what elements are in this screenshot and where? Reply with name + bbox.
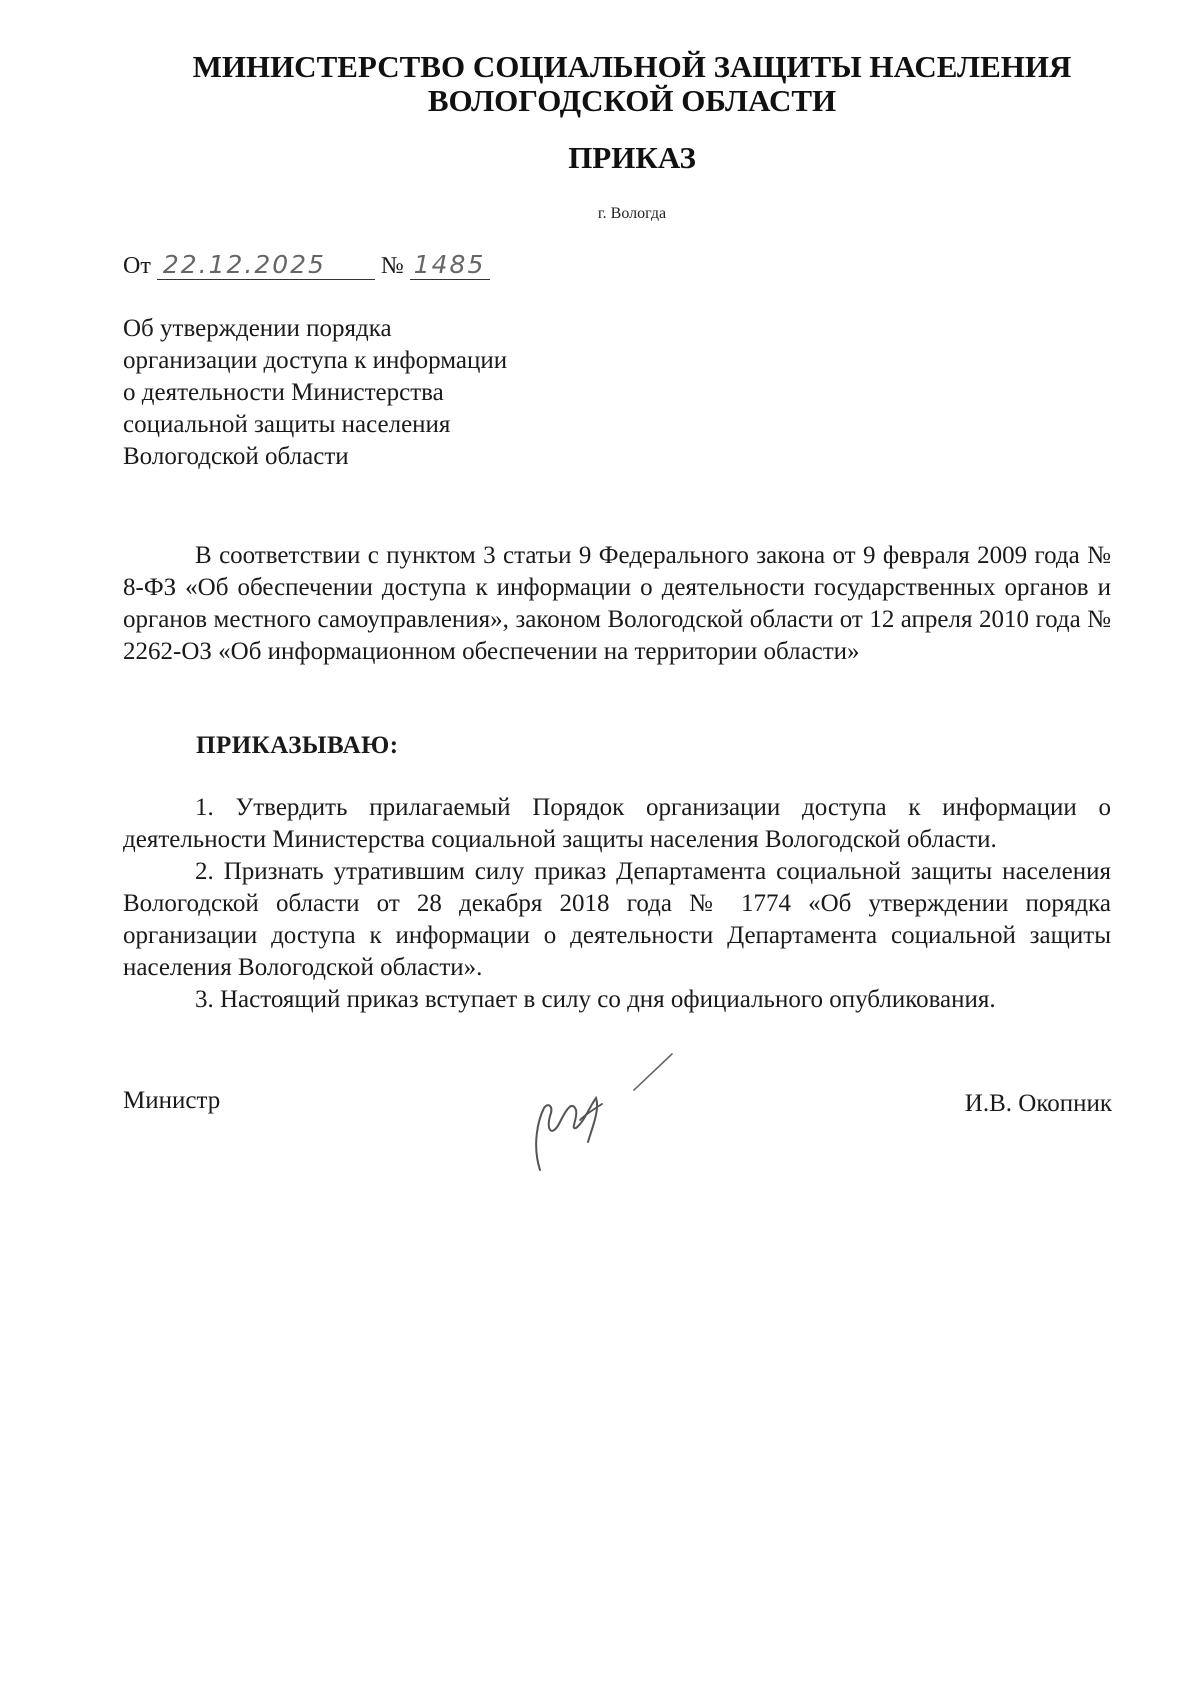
date-number-line	[123, 250, 490, 280]
document-type-label: ПРИКАЗ	[568, 140, 696, 175]
organization-header	[0, 50, 1200, 118]
organization-line-1: МИНИСТЕРСТВО СОЦИАЛЬНОЙ ЗАЩИТЫ НАСЕЛЕНИЯ	[192, 49, 1072, 84]
handwritten-number: 1485	[410, 250, 490, 280]
order-items	[123, 792, 1111, 1016]
handwritten-date: 22.12.2025	[157, 250, 375, 280]
order-item-3: 3. Настоящий приказ вступает в силу со дня официального опубликования.	[195, 986, 996, 1013]
city-label: г. Вологда	[597, 205, 667, 222]
document-subject: Об утверждении порядка организации доступа к информации о деятельности Министерства социальной защиты населения Вологодской области	[123, 315, 508, 470]
preamble-paragraph: В соответствии с пунктом 3 статьи 9 Федерального закона от 9 февраля 2009 года № 8-ФЗ «Об обеспечении доступа к информации о деятельности государственных органов и органов местного самоуправления», законом Вологодской области от 12 апреля 2010 года № 2262-ОЗ «Об информационном обеспечении на территории области»	[123, 542, 1111, 665]
order-item-2: 2. Признать утратившим силу приказ Департамента социальной защиты населения Вологодской области от 28 декабря 2018 года № 1774 «Об утверждении порядка организации доступа к информации о деятельности Департамента социальной защиты населения Вологодской области».	[123, 858, 1111, 981]
organization-line-2: ВОЛОГОДСКОЙ ОБЛАСТИ	[427, 83, 837, 118]
signatory-title: Министр	[123, 1087, 221, 1114]
date-prefix: От	[123, 253, 151, 279]
signature-icon	[530, 1050, 690, 1180]
document-type	[0, 140, 1200, 176]
order-word: ПРИКАЗЫВАЮ:	[196, 732, 399, 759]
number-prefix: №	[380, 253, 404, 279]
order-item-1: 1. Утвердить прилагаемый Порядок организации доступа к информации о деятельности Министерства социальной защиты населения Вологодской области.	[123, 794, 1111, 853]
signatory-name: И.В. Окопник	[964, 1090, 1112, 1117]
city-line	[0, 205, 1200, 223]
